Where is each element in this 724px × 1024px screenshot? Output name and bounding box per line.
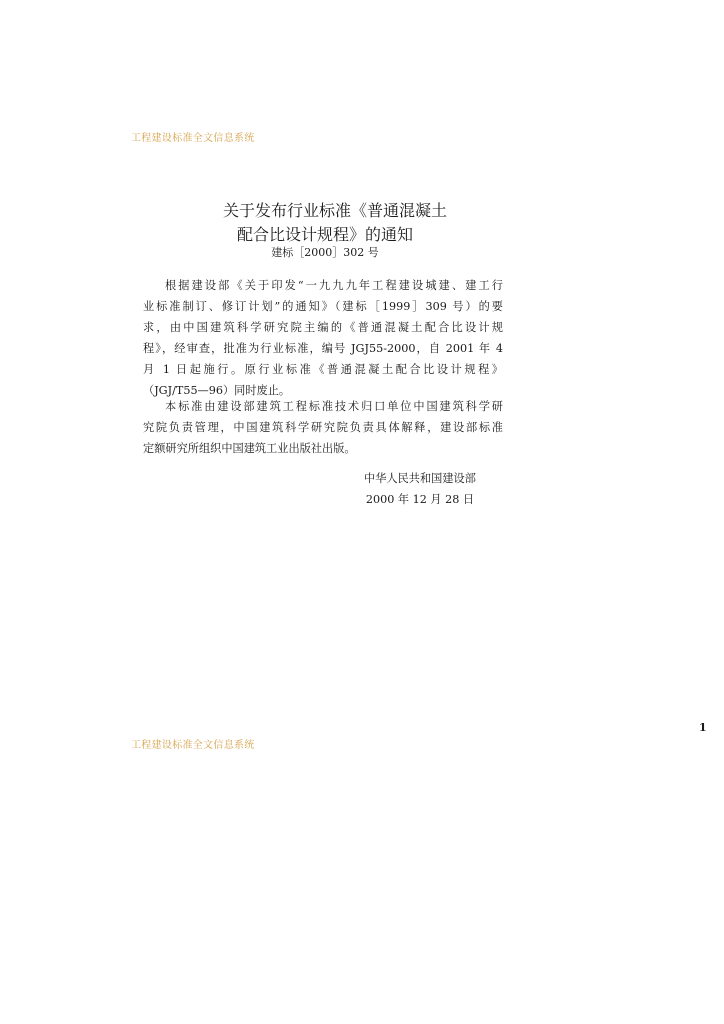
paragraph-line: 业标准制订、修订计划”的通知》（建标［1999］309 号）的要 <box>143 300 503 313</box>
document-number: 建标［2000］302 号 <box>271 246 379 259</box>
paragraph-management <box>143 396 503 459</box>
issuer-name: 中华人民共和国建设部 <box>364 472 476 485</box>
paragraph-line: 程》，经审查，批准为行业标准，编号 JGJ55-2000，自 2001 年 4 <box>143 342 503 355</box>
paragraph-line: 究院负责管理，中国建筑科学研究院负责具体解释，建设部标准 <box>143 421 503 434</box>
paragraph-line: 月 1 日起施行。原行业标准《普通混凝土配合比设计规程》 <box>143 363 503 376</box>
paragraph-line: 本标准由建设部建筑工程标准技术归口单位中国建筑科学研 <box>165 400 503 413</box>
paragraph-line: 求，由中国建筑科学研究院主编的《普通混凝土配合比设计规 <box>143 321 503 334</box>
paragraph-line: 根据建设部《关于印发“一九九九年工程建设城建、建工行 <box>165 279 503 292</box>
paragraph-approval <box>143 275 503 401</box>
issue-date: 2000 年 12 月 28 日 <box>365 493 475 506</box>
watermark-header: 工程建设标准全文信息系统 <box>131 133 255 144</box>
page-number: 1 <box>699 721 707 734</box>
notice-title-line-1: 关于发布行业标准《普通混凝土 <box>222 201 447 220</box>
watermark-footer: 工程建设标准全文信息系统 <box>131 740 255 751</box>
notice-title-line-2: 配合比设计规程》的通知 <box>236 225 413 244</box>
paragraph-line: 定额研究所组织中国建筑工业出版社出版。 <box>143 442 356 455</box>
paragraph-line: （JGJ/T55—96）同时废止。 <box>143 384 291 397</box>
